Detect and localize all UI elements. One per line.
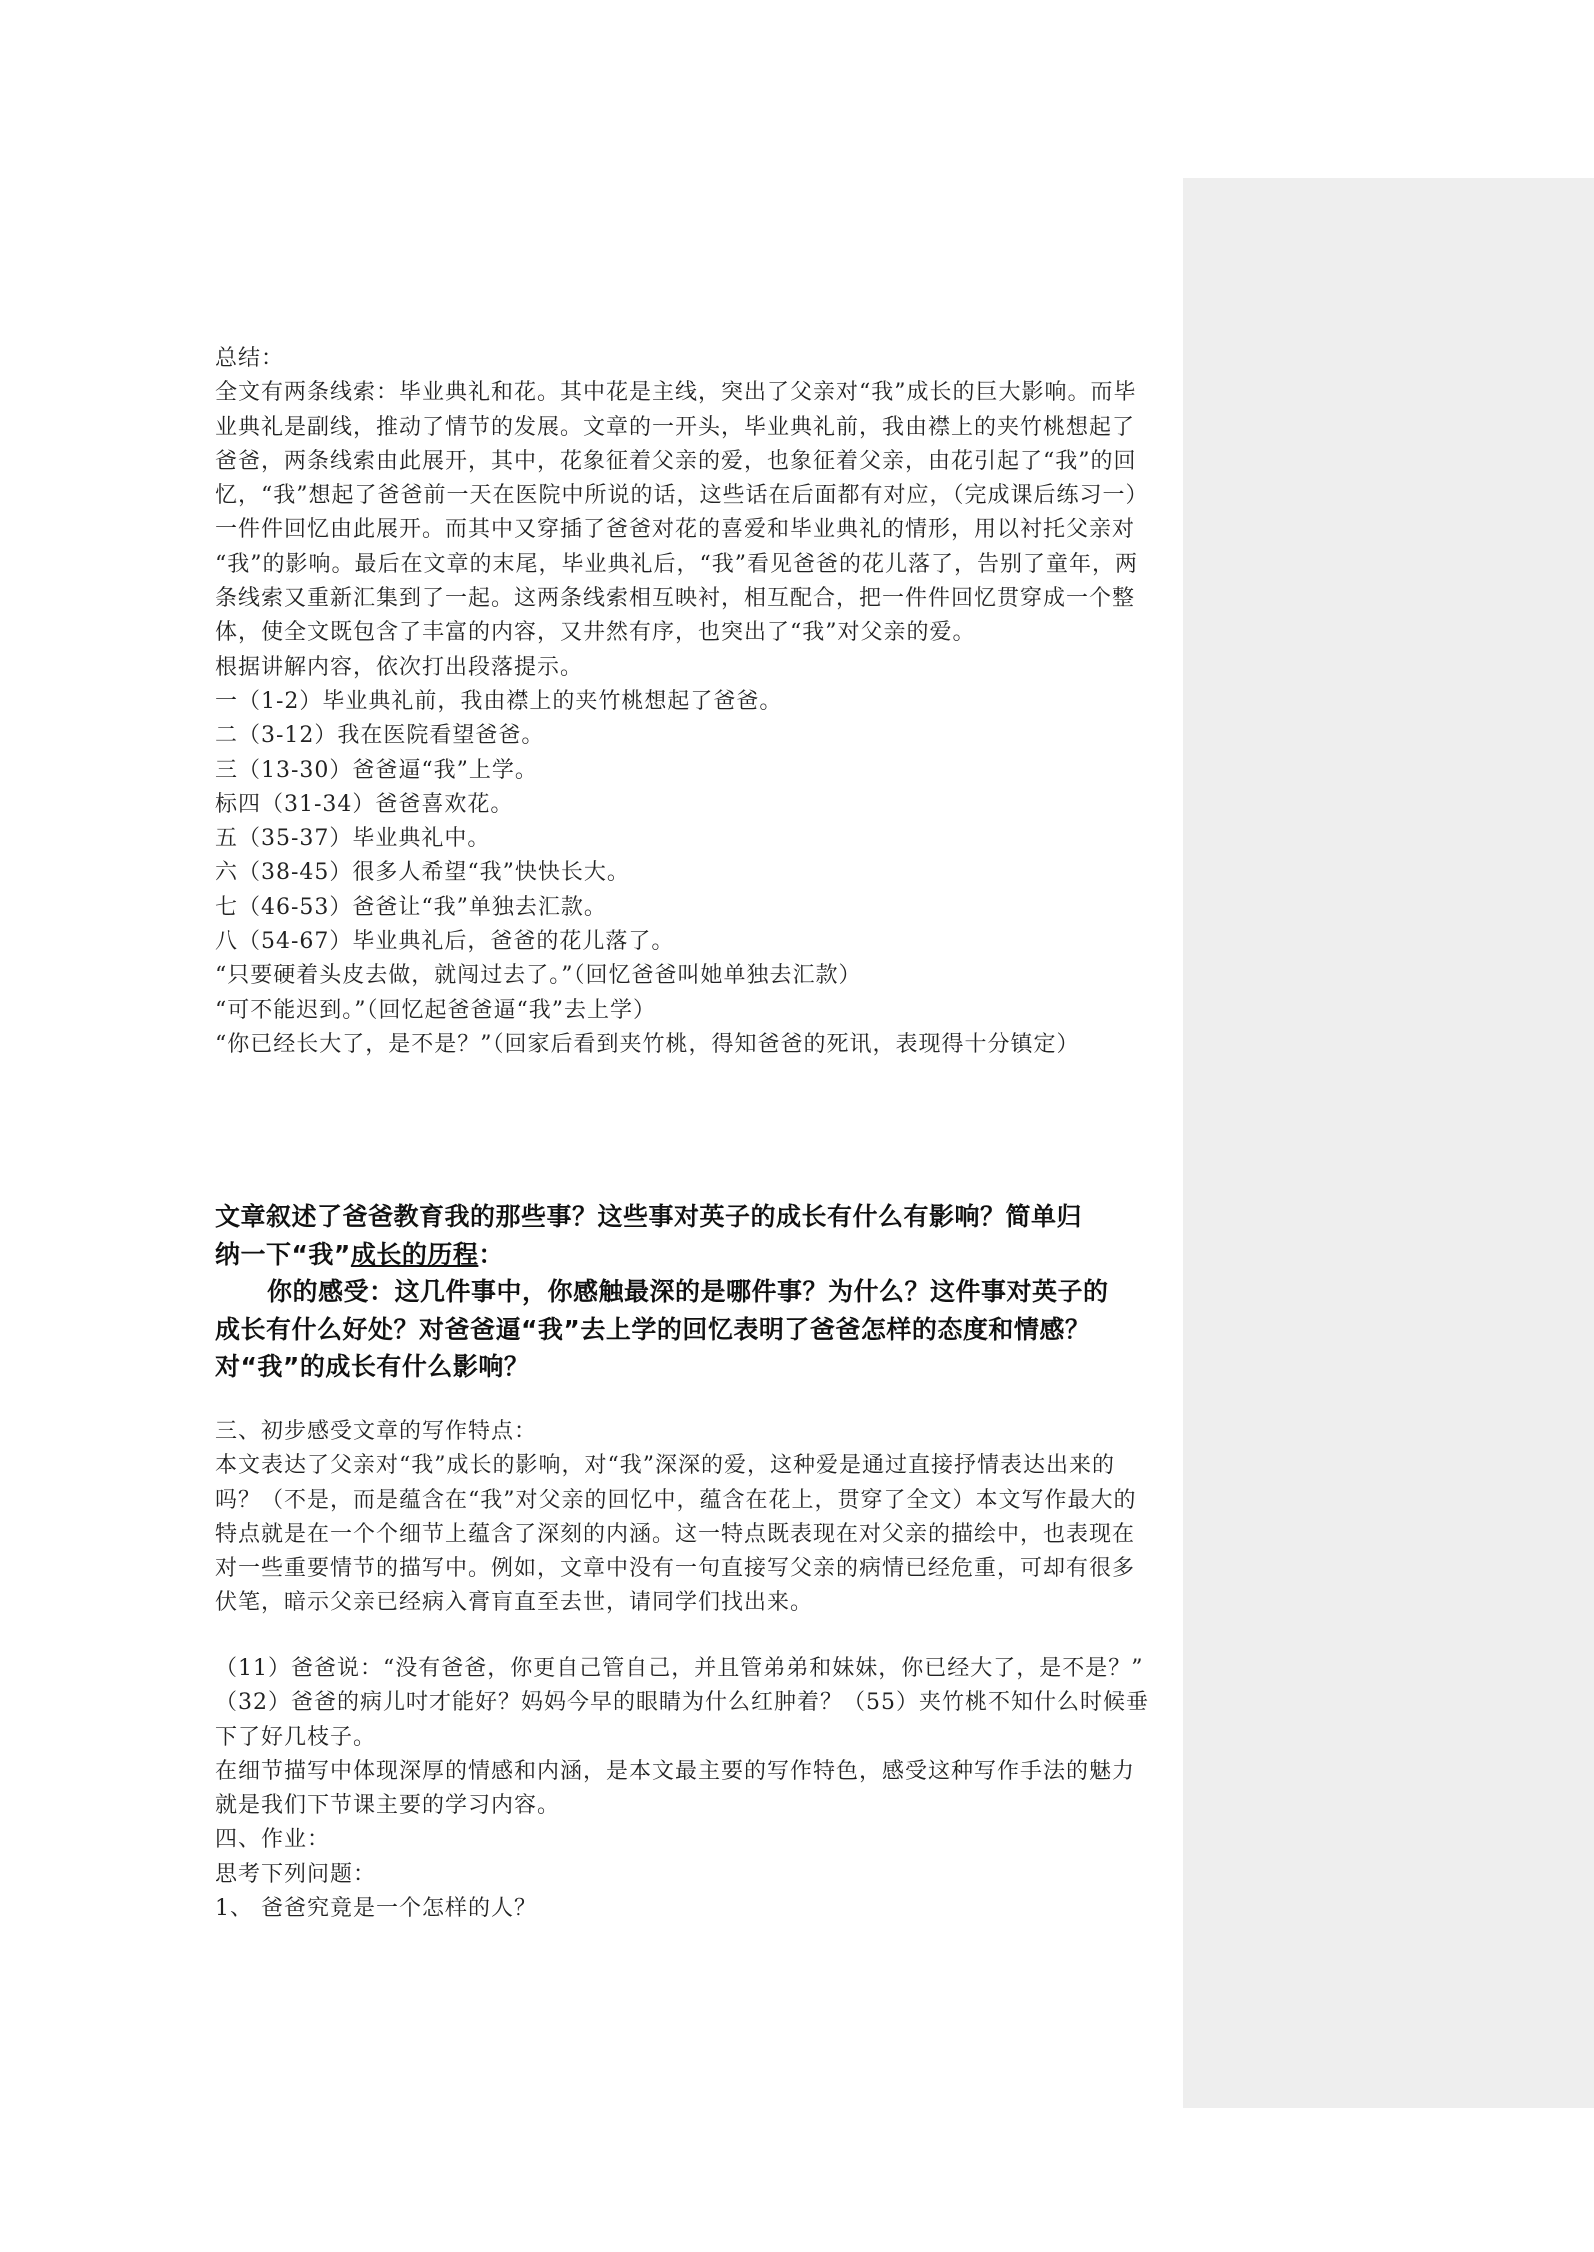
summary-heading: 总结： [215,346,285,371]
question-line: 对“我”的成长有什么影响？ [215,1352,530,1381]
section-line: 就是我们下节课主要的学习内容。 [215,1793,561,1819]
paragraph-hint-item: 七（46-53）爸爸让“我”单独去汇款。 [215,894,607,920]
section-heading: 三、初步感受文章的写作特点： [215,1419,538,1444]
homework-subheading: 思考下列问题： [215,1861,377,1887]
quote-line: “可不能迟到。”（回忆起爸爸逼“我”去上学） [215,997,656,1023]
summary-line: 全文有两条线索：毕业典礼和花。其中花是主线，突出了父亲对“我”成长的巨大影响。而毕 [215,380,1137,406]
quote-line: “你已经长大了，是不是？”（回家后看到夹竹桃，得知爸爸的死讯，表现得十分镇定） [215,1031,1080,1057]
section-line: 在细节描写中体现深厚的情感和内涵，是本文最主要的写作特色，感受这种写作手法的魅力 [215,1758,1136,1784]
question-text: ： [478,1239,504,1269]
underlined-phrase: 成长的历程 [350,1239,479,1269]
question-line: 文章叙述了爸爸教育我的那些事？这些事对英子的成长有什么有影响？简单归 [215,1202,1083,1231]
quote-line: “只要硬着头皮去做，就闯过去了。”（回忆爸爸叫她单独去汇款） [215,963,862,989]
examples-and-homework [215,1652,1165,1926]
question-line [215,1236,1180,1274]
section-line: 特点就是在一个个细节上蕴含了深刻的内涵。这一特点既表现在对父亲的描绘中，也表现在 [215,1521,1136,1547]
writing-features-section [215,1415,1165,1621]
summary-line: 条线索又重新汇集到了一起。这两条线索相互映衬，相互配合，把一件件回忆贯穿成一个整 [215,586,1136,612]
summary-section [215,342,1165,1062]
summary-line: 忆，“我”想起了爸爸前一天在医院中所说的话，这些话在后面都有对应，（完成课后练习一） [215,483,1149,509]
summary-line: 爸爸，两条线索由此展开，其中，花象征着父亲的爱，也象征着父亲，由花引起了“我”的回 [215,448,1137,474]
comment-margin-pane [1183,178,1594,2108]
question-line: 你的感受：这几件事中，你感触最深的是哪件事？为什么？这件事对英子的 [267,1277,1109,1306]
question-text: 纳一下“我” [215,1239,351,1269]
summary-line: 业典礼是副线，推动了情节的发展。文章的一开头，毕业典礼前，我由襟上的夹竹桃想起了 [215,414,1136,440]
question-line: 成长有什么好处？对爸爸逼“我”去上学的回忆表明了爸爸怎样的态度和情感？ [215,1314,1091,1344]
summary-line: 体，使全文既包含了丰富的内容，又井然有序，也突出了“我”对父亲的爱。 [215,620,976,646]
paragraph-hint-item: 三（13-30）爸爸逼“我”上学。 [215,757,538,783]
homework-item: 1、 爸爸究竟是一个怎样的人？ [215,1896,537,1922]
paragraph-hint-item: 一（1-2）毕业典礼前，我由襟上的夹竹桃想起了爸爸。 [215,688,783,714]
paragraph-hints-intro: 根据讲解内容，依次打出段落提示。 [215,654,584,680]
section-line: （11）爸爸说：“没有爸爸，你更自己管自己，并且管弟弟和妹妹，你已经大了，是不是？” [215,1656,1144,1681]
homework-heading: 四、作业： [215,1827,331,1853]
section-line: 对一些重要情节的描写中。例如，文章中没有一句直接写父亲的病情已经危重，可却有很多 [215,1556,1136,1582]
section-line: 吗？（不是，而是蕴含在“我”对父亲的回忆中，蕴含在花上，贯穿了全文）本文写作最大的 [215,1487,1137,1513]
section-line: 伏笔，暗示父亲已经病入膏肓直至去世，请同学们找出来。 [215,1590,814,1616]
section-line: 下了好几枝子。 [215,1724,377,1750]
discussion-questions [215,1198,1180,1386]
section-line: （32）爸爸的病儿吋才能好？妈妈今早的眼睛为什么红肿着？（55）夹竹桃不知什么时候垂 [215,1690,1149,1716]
paragraph-hint-item: 八（54-67）毕业典礼后，爸爸的花儿落了。 [215,929,675,955]
paragraph-hint-item: 五（35-37）毕业典礼中。 [215,826,491,852]
section-line: 本文表达了父亲对“我”成长的影响，对“我”深深的爱，这种爱是通过直接抒情表达出来的 [215,1453,1115,1479]
summary-line: 一件件回忆由此展开。而其中又穿插了爸爸对花的喜爱和毕业典礼的情形，用以衬托父亲对 [215,517,1136,543]
paragraph-hint-item: 六（38-45）很多人希望“我”快快长大。 [215,860,630,886]
paragraph-hint-item: 标四（31-34）爸爸喜欢花。 [215,791,514,817]
summary-line: “我”的影响。最后在文章的末尾，毕业典礼后，“我”看见爸爸的花儿落了，告别了童年，两 [215,551,1138,577]
paragraph-hint-item: 二（3-12）我在医院看望爸爸。 [215,723,545,749]
